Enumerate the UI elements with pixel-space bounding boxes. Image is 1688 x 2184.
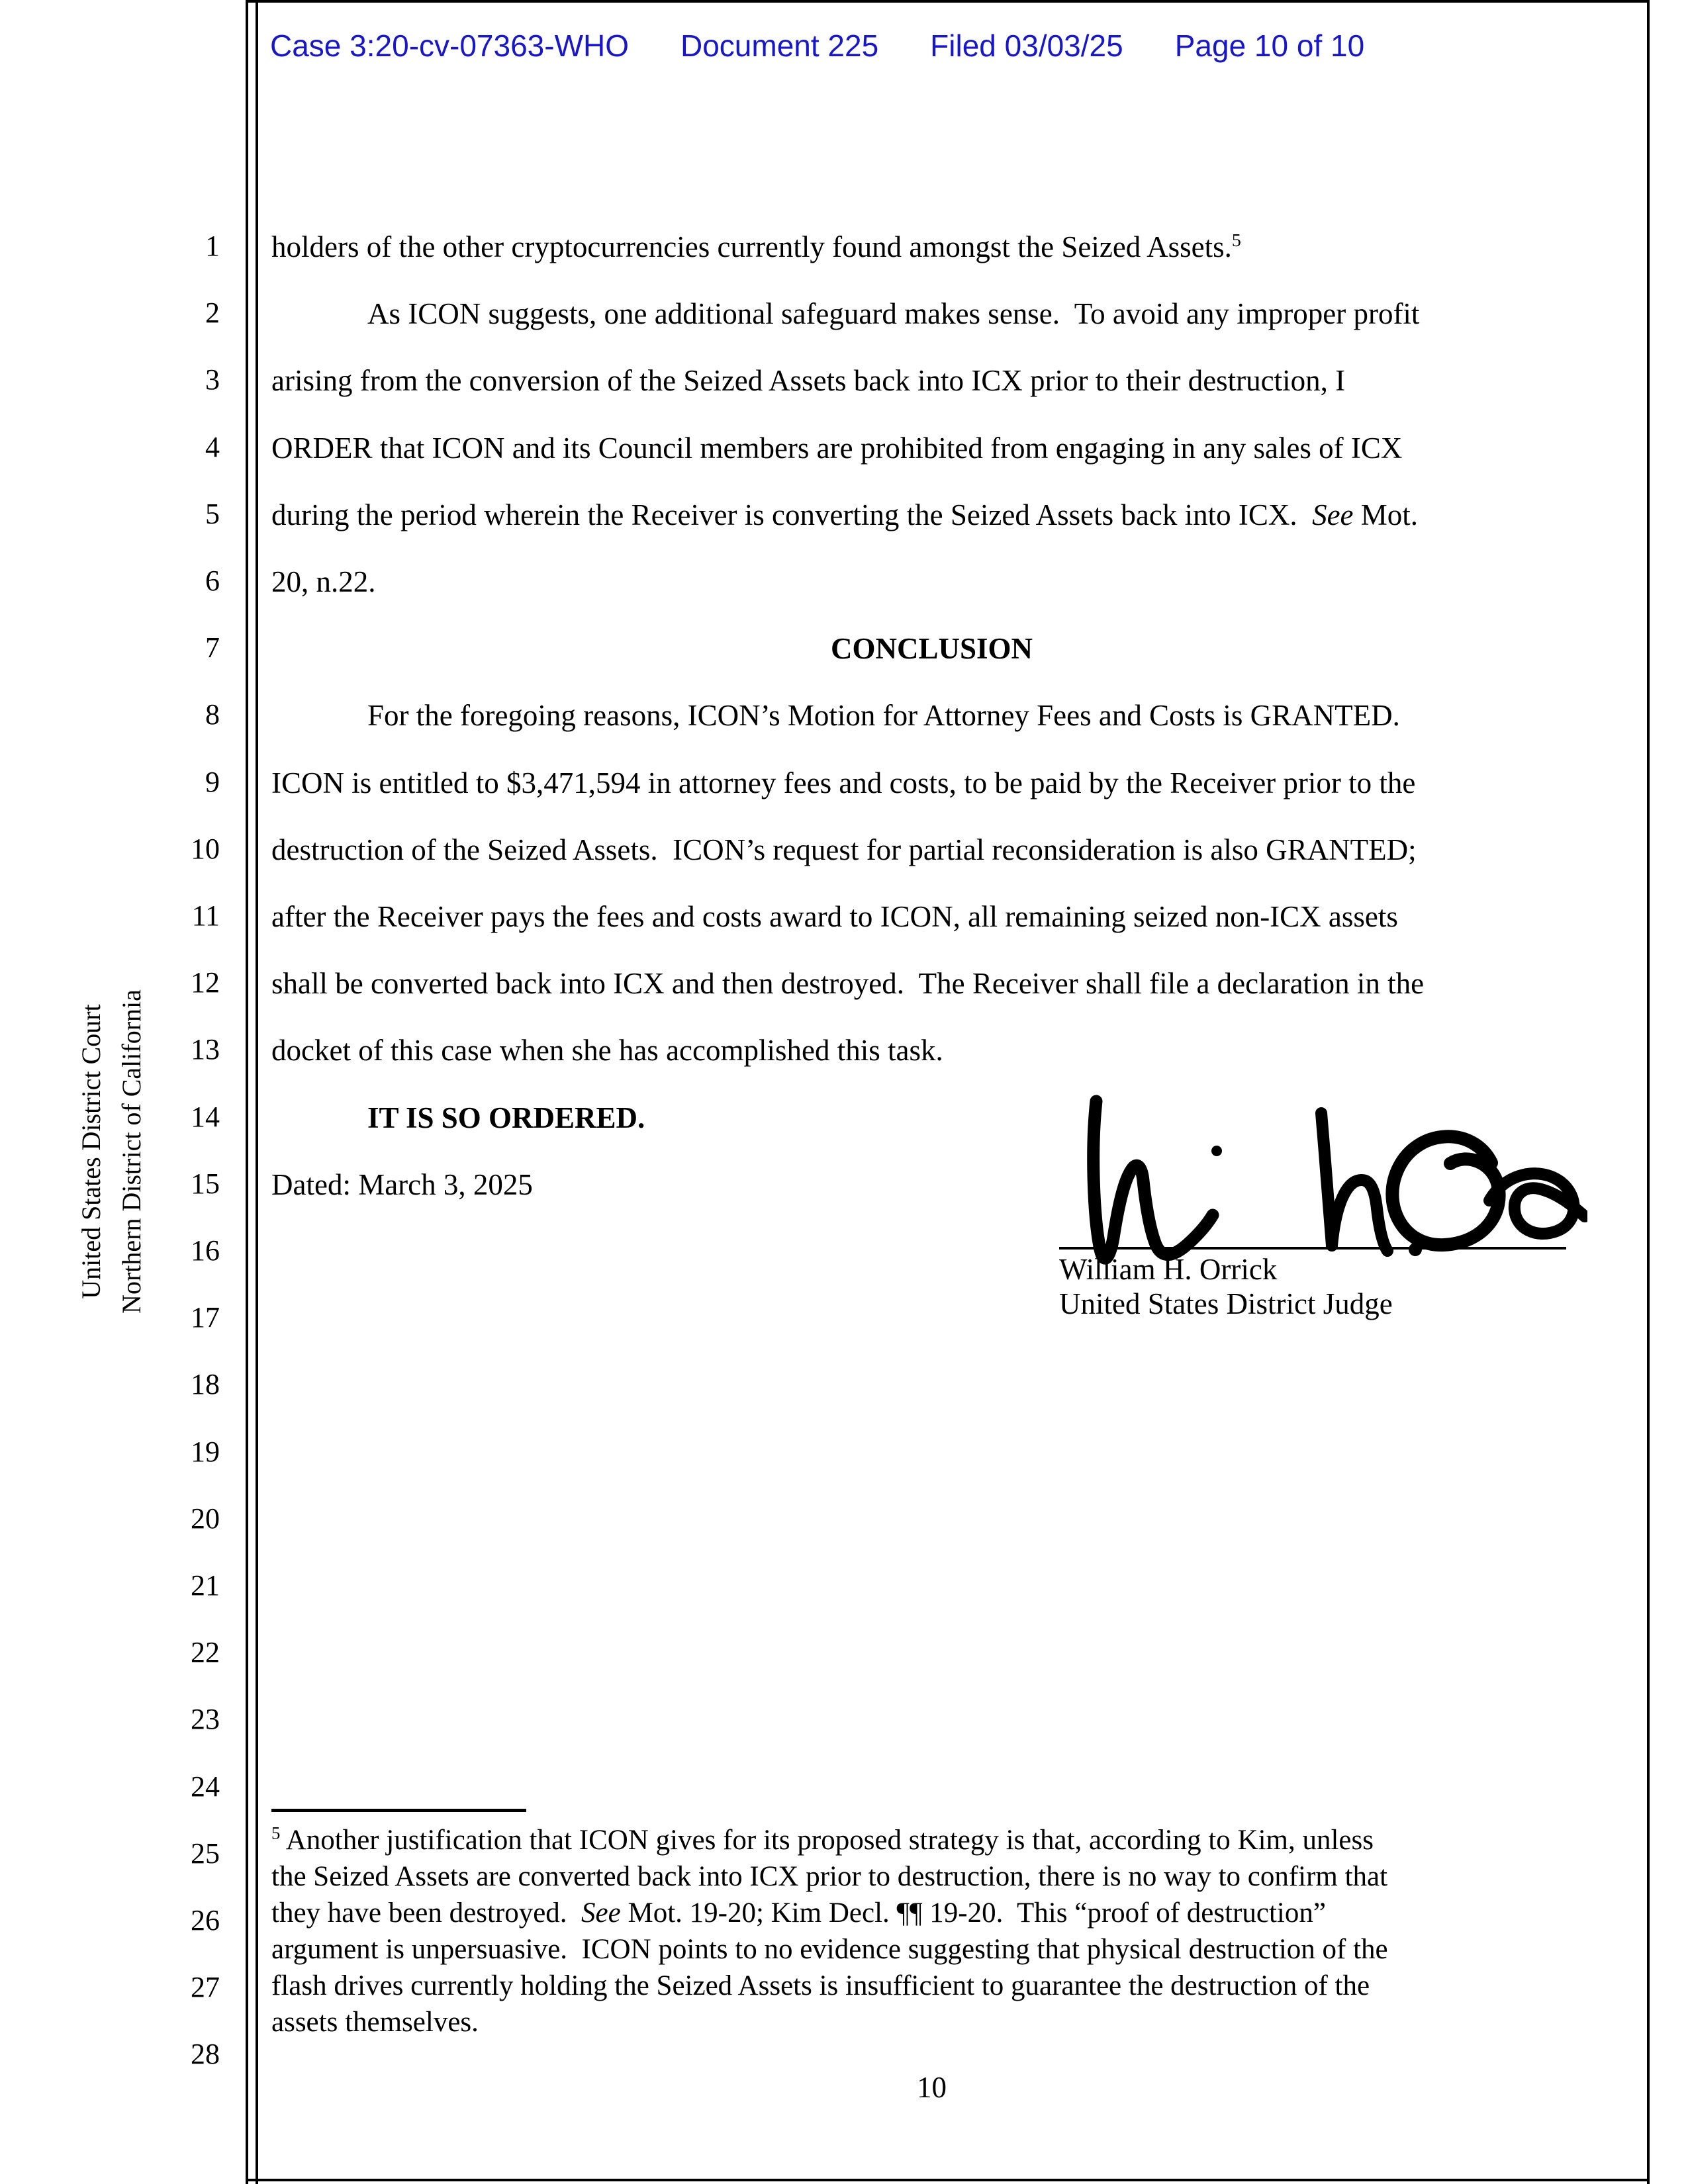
line-number-1: 1 [205,230,220,262]
body-line-1 [271,230,1592,265]
footnote-separator [271,1809,526,1812]
text-segment: holders of the other cryptocurrencies currently found amongst the Seized Assets. [271,230,1232,263]
text-segment: See [1312,498,1354,531]
text-segment: ICON is entitled to $3,471,594 in attorney fees and costs, to be paid by the Receiver prior to the [271,766,1416,799]
line-number-18: 18 [191,1368,220,1400]
line-number-20: 20 [191,1502,220,1535]
bottom-rule [246,2179,1650,2181]
line-number-8: 8 [205,698,220,731]
judge-name: William H. Orrick [1059,1253,1278,1286]
line-number-14: 14 [191,1101,220,1133]
body-line-8 [271,699,1688,733]
text-segment: during the period wherein the Receiver is converting the Seized Assets back into ICX. [271,498,1313,531]
text-segment: argument is unpersuasive. ICON points to no evidence suggesting that physical destruction of the [271,1934,1388,1965]
footnote-line-4 [271,1934,1595,1965]
page-number: 10 [917,2071,947,2104]
body-line-2 [271,297,1688,332]
line-number-4: 4 [205,431,220,463]
line-number-28: 28 [191,2038,220,2070]
line-number-6: 6 [205,565,220,597]
text-segment: 20, n.22. [271,565,376,598]
text-segment: CONCLUSION [830,632,1033,665]
footnote-reference: 5 [1231,230,1241,251]
top-rule [246,0,1650,3]
line-number-24: 24 [191,1770,220,1803]
line-number-17: 17 [191,1301,220,1334]
footnote-line-5 [271,1970,1595,2001]
text-segment: flash drives currently holding the Seized Assets is insufficient to guarantee the destruction of the [271,1970,1370,2001]
footnote-line-1 [271,1825,1595,1856]
footnote-line-2 [271,1861,1595,1892]
text-segment: Another justification that ICON gives for its proposed strategy is that, according to Kim, unless [280,1825,1374,1856]
line-number-11: 11 [191,899,220,932]
stamp-filed-date: Filed 03/03/25 [930,28,1123,63]
signature-line [1059,1247,1566,1250]
text-segment: after the Receiver pays the fees and costs award to ICON, all remaining seized non-ICX assets [271,900,1398,933]
line-number-16: 16 [191,1234,220,1267]
line-number-3: 3 [205,363,220,396]
line-number-19: 19 [191,1435,220,1468]
line-number-21: 21 [191,1569,220,1602]
text-segment: they have been destroyed. [271,1897,582,1929]
body-line-12 [271,967,1592,1001]
line-number-13: 13 [191,1033,220,1066]
line-number-15: 15 [191,1167,220,1200]
line-number-25: 25 [191,1837,220,1870]
text-segment: See [581,1897,621,1929]
body-line-5 [271,498,1592,533]
ecf-stamp-header [270,29,1364,63]
stamp-document-number: Document 225 [680,28,879,63]
text-segment: shall be converted back into ICX and then destroyed. The Receiver shall file a declaration in the [271,967,1425,1000]
body-line-10 [271,833,1592,868]
body-line-3 [271,364,1592,398]
line-number-2: 2 [205,296,220,329]
line-number-9: 9 [205,766,220,798]
left-double-rule-inner [256,0,258,2184]
body-line-13 [271,1034,1592,1068]
text-segment: For the foregoing reasons, ICON’s Motion for Attorney Fees and Costs is GRANTED. [367,699,1400,732]
footnote-line-6 [271,2007,1595,2038]
line-number-7: 7 [205,631,220,664]
footnote-reference: 5 [271,1823,281,1843]
text-segment: As ICON suggests, one additional safeguard makes sense. To avoid any improper profit [367,297,1420,330]
district-name-line: Northern District of California [117,989,146,1314]
line-number-12: 12 [191,966,220,999]
stamp-case-number: Case 3:20-cv-07363-WHO [270,28,629,63]
line-number-27: 27 [191,1971,220,2003]
text-segment: arising from the conversion of the Seized Assets back into ICX prior to their destruction, I [271,364,1346,397]
text-segment: the Seized Assets are converted back into ICX prior to destruction, there is no way to confirm that [271,1861,1388,1892]
text-segment: Mot. 19-20; Kim Decl. ¶¶ 19-20. This “proof of destruction” [620,1897,1326,1929]
body-line-11 [271,900,1592,934]
body-line-7 [271,632,1592,666]
body-line-4 [271,432,1592,466]
text-segment: destruction of the Seized Assets. ICON’s request for partial reconsideration is also GRANTED; [271,833,1417,866]
stamp-page-count: Page 10 of 10 [1174,28,1365,63]
line-number-22: 22 [191,1636,220,1668]
footnote-line-3 [271,1897,1595,1929]
left-double-rule-outer [246,0,248,2184]
judge-signature-image [1058,1087,1587,1265]
text-segment: Dated: March 3, 2025 [271,1168,533,1201]
text-segment: docket of this case when she has accomplished this task. [271,1034,943,1067]
body-line-9 [271,766,1592,801]
line-number-5: 5 [205,498,220,530]
judge-title: United States District Judge [1059,1287,1393,1320]
text-segment: IT IS SO ORDERED. [367,1101,645,1134]
text-segment: assets themselves. [271,2007,479,2038]
line-number-10: 10 [191,833,220,865]
text-segment: ORDER that ICON and its Council members are prohibited from engaging in any sales of ICX [271,432,1403,465]
line-number-26: 26 [191,1904,220,1936]
body-line-6 [271,565,1592,600]
line-number-23: 23 [191,1703,220,1735]
court-name-line: United States District Court [76,1004,106,1299]
text-segment: Mot. [1353,498,1419,531]
